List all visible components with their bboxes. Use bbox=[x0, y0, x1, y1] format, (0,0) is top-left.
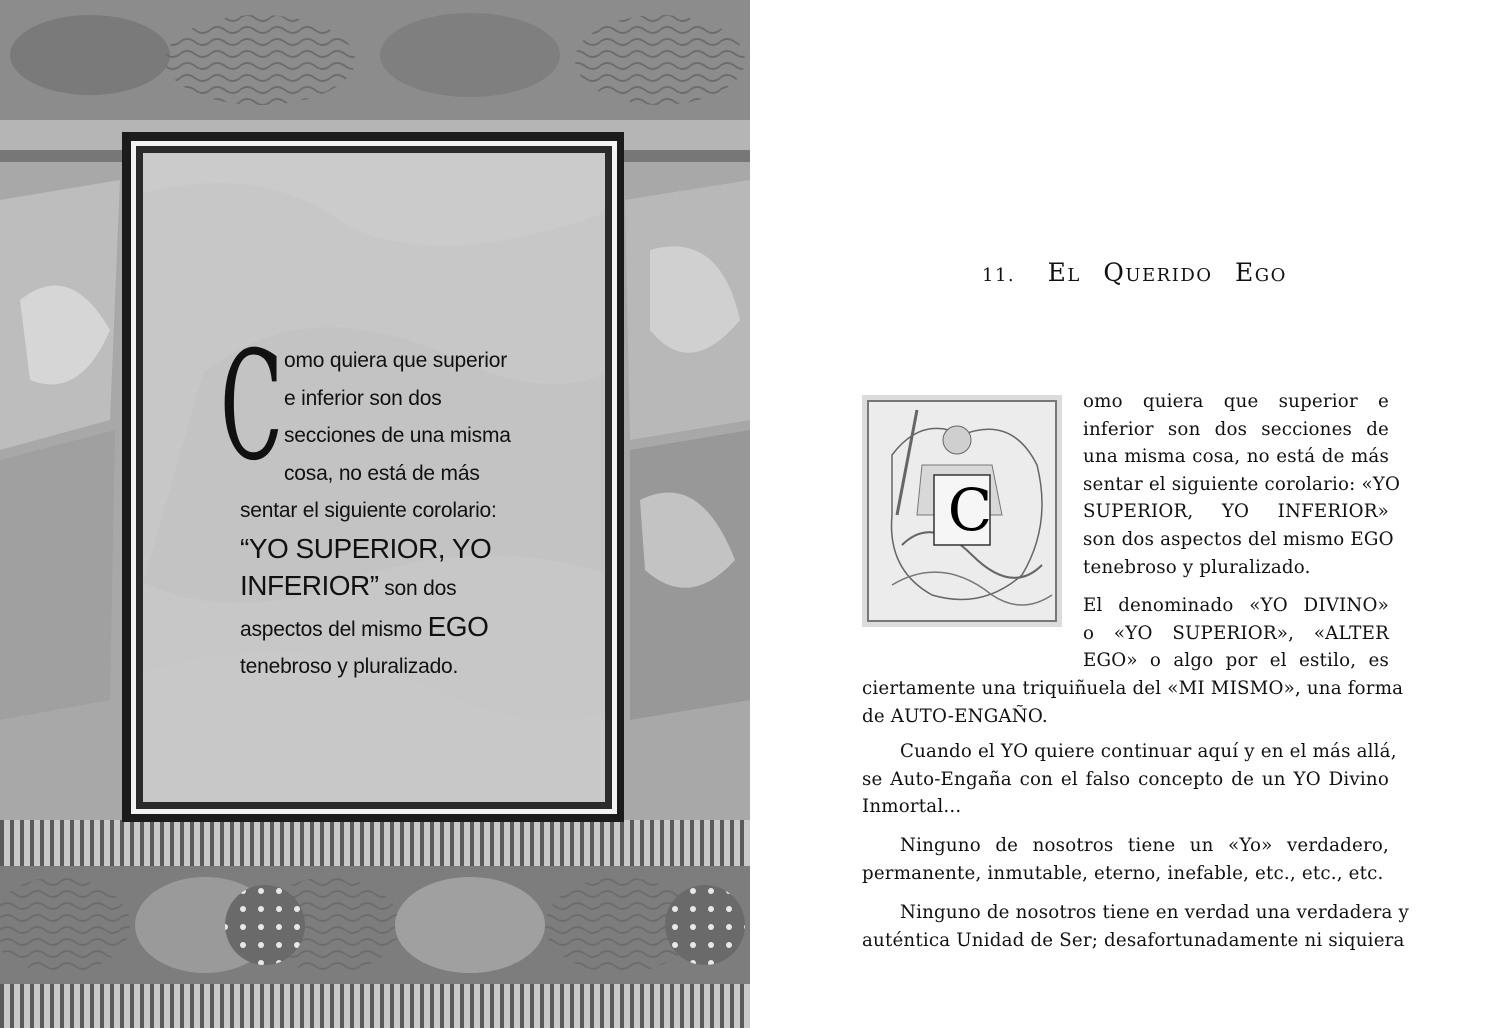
quote-line-part: son dos bbox=[378, 577, 457, 600]
quote-line: cosa, no está de más bbox=[284, 461, 480, 485]
paragraph-4 bbox=[862, 832, 1389, 887]
text-line: de AUTO-ENGAÑO. bbox=[862, 705, 1048, 727]
quote-line-part: aspectos del mismo bbox=[240, 617, 428, 641]
chapter-title-rest: UERIDO bbox=[1125, 265, 1213, 286]
text-line: auténtica Unidad de Ser; desafortunadamente ni siquiera bbox=[862, 929, 1405, 951]
text-line: Inmortal... bbox=[862, 796, 962, 818]
text-line: EGO» o algo por el estilo, es bbox=[1083, 650, 1389, 672]
text-line: sentar el siguiente corolario: «YO bbox=[1083, 473, 1401, 495]
quote-ego-word: EGO bbox=[427, 610, 489, 642]
text-line: Ninguno de nosotros tiene un «Yo» verdadero, bbox=[900, 835, 1389, 856]
chapter-title-rest: L bbox=[1067, 265, 1081, 286]
quote-line: e inferior son dos bbox=[284, 386, 442, 410]
quote-drop-cap: C bbox=[220, 320, 284, 494]
text-line: omo quiera que superior e bbox=[1083, 391, 1389, 412]
chapter-heading bbox=[982, 258, 1301, 287]
quote-emphasis-line: “YO SUPERIOR, YO bbox=[240, 532, 492, 564]
text-line: ciertamente una triquiñuela del «MI MISMO», una forma bbox=[862, 678, 1404, 699]
chapter-title-cap: Q bbox=[1103, 258, 1126, 287]
text-line: o «YO SUPERIOR», «ALTER bbox=[1083, 622, 1389, 644]
quote-line: sentar el siguiente corolario: bbox=[240, 499, 497, 522]
text-line: inferior son dos secciones de bbox=[1083, 418, 1389, 440]
text-line: una misma cosa, no está de más bbox=[1083, 446, 1389, 468]
text-line: Ninguno de nosotros tiene en verdad una verdadera y bbox=[900, 902, 1409, 923]
quote-line: omo quiera que superior bbox=[284, 349, 508, 372]
text-line: permanente, inmutable, eterno, inefable, etc., etc., etc. bbox=[862, 862, 1384, 884]
right-page bbox=[750, 0, 1500, 1028]
paragraph-5 bbox=[862, 899, 1409, 954]
text-line: SUPERIOR, YO INFERIOR» bbox=[1083, 501, 1389, 523]
quote-line: secciones de una misma bbox=[284, 424, 511, 447]
illustration-drop-cap: C bbox=[947, 476, 993, 544]
left-quote bbox=[220, 320, 540, 686]
quote-emphasis-word: INFERIOR” bbox=[240, 570, 379, 601]
text-line: El denominado «YO DIVINO» bbox=[1083, 595, 1389, 616]
chapter-title-cap: E bbox=[1047, 258, 1068, 287]
paragraph-1 bbox=[1083, 388, 1401, 581]
text-line: se Auto-Engaña con el falso concepto de un YO Divino bbox=[862, 768, 1389, 790]
text-line: Cuando el YO quiere continuar aquí y en el más allá, bbox=[900, 741, 1397, 762]
chapter-title-rest: GO bbox=[1254, 265, 1287, 286]
paragraph-2-wrapped bbox=[1083, 592, 1389, 675]
text-line: tenebroso y pluralizado. bbox=[1083, 556, 1311, 578]
hercules-illustration bbox=[862, 395, 1062, 627]
chapter-title-cap: E bbox=[1235, 258, 1255, 287]
paragraph-3 bbox=[862, 738, 1397, 821]
chapter-number: 11. bbox=[982, 265, 1016, 286]
quote-line: tenebroso y pluralizado. bbox=[240, 655, 459, 678]
text-line: son dos aspectos del mismo EGO bbox=[1083, 528, 1394, 550]
paragraph-2-full bbox=[862, 675, 1404, 730]
